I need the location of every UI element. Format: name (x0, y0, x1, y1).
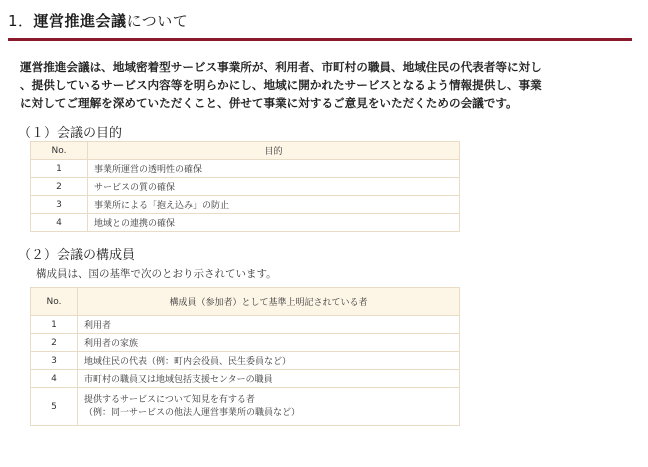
table-header-row (31, 142, 460, 160)
row-number: 2 (31, 334, 78, 352)
row-number: 5 (31, 388, 78, 426)
row-number: 1 (31, 160, 88, 178)
row-text: 事業所運営の透明性の確保 (88, 160, 460, 178)
heading-rest: について (126, 12, 189, 30)
section2-note: 構成員は、国の基準で次のとおり示されています。 (36, 268, 277, 280)
table-row (31, 352, 460, 370)
heading-number: 1． (8, 12, 34, 30)
table-header-row (31, 288, 460, 316)
column-header-no: No. (31, 288, 78, 316)
table-row (31, 370, 460, 388)
intro-line: に対してご理解を深めていただくこと、併せて事業に対するご意見をいただくための会議です。 (20, 96, 518, 110)
section2-title: （２）会議の構成員 (18, 248, 136, 263)
table-row (31, 388, 460, 426)
page-heading (8, 10, 188, 31)
heading-divider (8, 38, 632, 41)
row-text-line: 提供するサービスについて知見を有する者 (84, 394, 255, 405)
intro-paragraph (20, 58, 624, 112)
row-number: 3 (31, 352, 78, 370)
table-row (31, 160, 460, 178)
purpose-table (30, 141, 460, 232)
intro-line: 、提供しているサービス内容等を明らかにし、地域に開かれたサービスとなるよう情報提供し、事業 (20, 78, 542, 92)
intro-line: 運営推進会議は、地域密着型サービス事業所が、利用者、市町村の職員、地域住民の代表者等に対し (20, 60, 542, 74)
row-number: 3 (31, 196, 88, 214)
section1-title: （１）会議の目的 (18, 126, 123, 141)
table-row (31, 178, 460, 196)
row-number: 4 (31, 214, 88, 232)
row-text: 地域住民の代表（例：町内会役員、民生委員など） (78, 352, 460, 370)
table-row (31, 334, 460, 352)
row-number: 2 (31, 178, 88, 196)
column-header-purpose: 目的 (88, 142, 460, 160)
table-row (31, 196, 460, 214)
members-table (30, 287, 460, 426)
row-text: 事業所による「抱え込み」の防止 (88, 196, 460, 214)
row-text (78, 388, 460, 426)
row-number: 1 (31, 316, 78, 334)
row-text: 地域との連携の確保 (88, 214, 460, 232)
heading-bold-term: 運営推進会議 (33, 12, 127, 30)
row-text-line: （例：同一サービスの他法人運営事業所の職員など） (84, 407, 301, 418)
table-row (31, 214, 460, 232)
column-header-members: 構成員（参加者）として基準上明記されている者 (78, 288, 460, 316)
column-header-no: No. (31, 142, 88, 160)
row-number: 4 (31, 370, 78, 388)
table-row (31, 316, 460, 334)
row-text: 利用者の家族 (78, 334, 460, 352)
row-text: 利用者 (78, 316, 460, 334)
row-text: サービスの質の確保 (88, 178, 460, 196)
row-text: 市町村の職員又は地域包括支援センターの職員 (78, 370, 460, 388)
